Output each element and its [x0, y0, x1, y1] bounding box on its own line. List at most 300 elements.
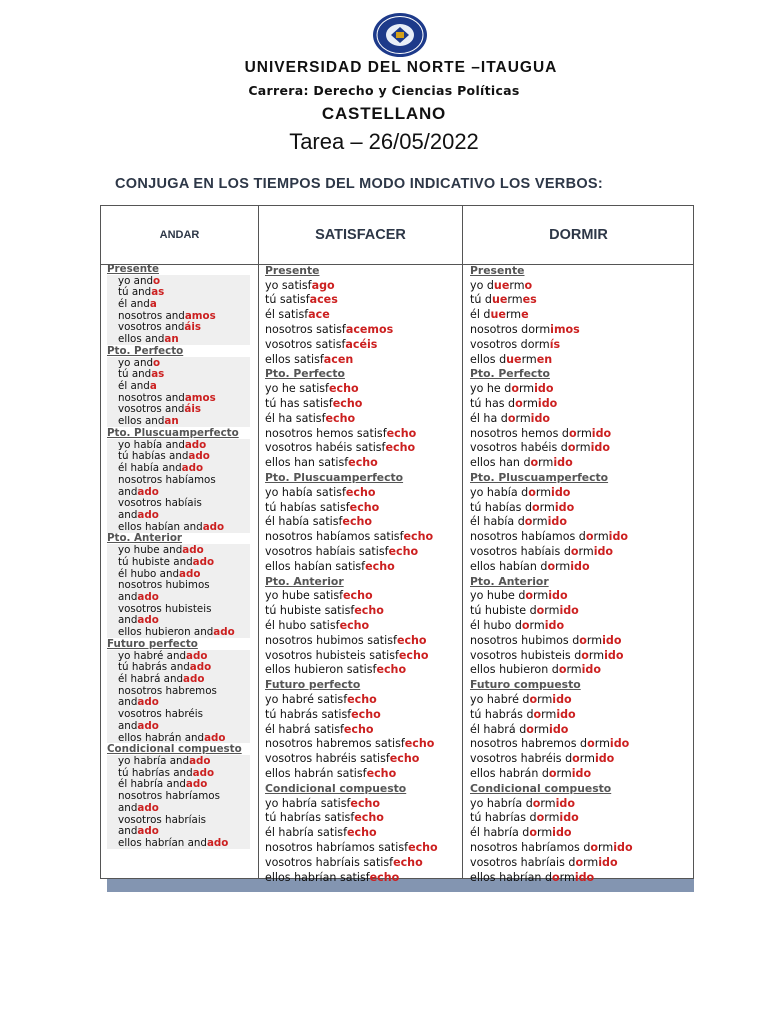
- verb-ending: echo: [339, 619, 370, 633]
- conjugation-line: [265, 396, 457, 411]
- conjugation-line: [265, 337, 457, 352]
- tense-heading: Presente: [107, 262, 159, 275]
- verb-ending: ado: [202, 520, 225, 533]
- verb-stem: nosotros hubimos: [118, 579, 210, 592]
- conjugation-line: [107, 486, 250, 498]
- verb-stem: vosotros hubisteis satisf: [265, 648, 399, 662]
- verb-ending: o: [529, 826, 537, 840]
- verb-stem: vosotros hubisteis: [118, 602, 212, 615]
- column-header-satisfacer: SATISFACER: [315, 227, 406, 243]
- conjugation-line: [265, 278, 457, 293]
- conjugation-line: [107, 615, 250, 627]
- verb-stem: yo d: [470, 278, 494, 292]
- verb-ending: o: [507, 411, 516, 425]
- tense-heading: Pto. Pluscuamperfecto: [107, 426, 239, 439]
- verb-ending: ido: [604, 648, 624, 662]
- verb-ending: ue: [493, 278, 510, 292]
- verb-stem: rm: [533, 722, 550, 736]
- conjugation-line: [107, 826, 250, 838]
- verb-ending: a: [149, 298, 157, 311]
- tense-heading: Pto. Perfecto: [470, 367, 550, 381]
- verb-stem: vosotros habíais: [118, 497, 202, 510]
- verb-ending: ado: [186, 649, 208, 662]
- verb-stem: tú habrías satisf: [265, 811, 355, 825]
- conjugation-line: [470, 500, 690, 515]
- verb-stem: nosotros habíamos satisf: [265, 530, 404, 544]
- verb-ending: echo: [346, 826, 377, 840]
- verb-stem: vosotros habéis satisf: [265, 441, 386, 455]
- verb-stem: ellos habrían d: [470, 870, 552, 884]
- verb-stem: ellos habían and: [118, 520, 203, 533]
- conjugation-line: [470, 381, 690, 396]
- conjugation-line: [265, 707, 457, 722]
- verb-ending: ido: [555, 796, 575, 810]
- conjugation-line: [265, 603, 457, 618]
- verb-ending: o: [511, 382, 519, 396]
- verb-ending: o: [532, 500, 540, 514]
- verb-ending: ado: [137, 508, 159, 521]
- verb-ending: ido: [551, 485, 571, 499]
- conjugation-line: [470, 855, 690, 870]
- conjugation-line: [470, 278, 690, 293]
- verb-stem: rm: [535, 485, 552, 499]
- verb-stem: rm: [515, 411, 531, 425]
- conjugation-line: [265, 796, 457, 811]
- verb-stem: ellos habrían satisf: [265, 870, 370, 884]
- verb-stem: nosotros habríamos: [118, 790, 220, 803]
- verb-stem: nosotros habríamos satisf: [265, 840, 409, 854]
- conjugation-line: [265, 618, 457, 633]
- verb-ending: o: [536, 604, 545, 618]
- verb-ending: ado: [192, 766, 215, 779]
- conjugation-line: [107, 451, 250, 463]
- verb-stem: rm: [593, 530, 609, 544]
- satisfacer-column: [265, 263, 457, 884]
- verb-stem: nosotros habremos satisf: [265, 737, 405, 751]
- verb-stem: rm: [555, 559, 571, 573]
- verb-stem: él hubo d: [470, 619, 522, 633]
- verb-stem: ellos han d: [470, 456, 531, 470]
- verb-stem: él había d: [470, 515, 525, 529]
- verb-ending: ado: [137, 485, 159, 498]
- verb-ending: o: [567, 441, 576, 455]
- tense-heading: Futuro perfecto: [265, 678, 361, 692]
- conjugation-line: [470, 663, 690, 678]
- conjugation-line: [107, 462, 250, 474]
- verb-stem: tú habrás d: [470, 707, 534, 721]
- verb-stem: ellos han satisf: [265, 456, 349, 470]
- verb-ending: o: [530, 456, 539, 470]
- verb-stem: rm: [507, 293, 523, 307]
- conjugation-line: [107, 708, 250, 720]
- verb-ending: echo: [349, 500, 380, 514]
- verb-stem: él habrá and: [118, 673, 184, 686]
- verb-stem: nosotros habíamos: [118, 473, 216, 486]
- verb-ending: ido: [547, 515, 567, 529]
- verb-stem: yo satisf: [265, 278, 312, 292]
- verb-ending: o: [552, 870, 560, 884]
- verb-stem: nosotros and: [118, 391, 185, 404]
- verb-stem: él habría d: [470, 826, 530, 840]
- conjugation-line: [107, 720, 250, 732]
- verb-ending: o: [153, 274, 161, 287]
- verb-stem: tú habrás satisf: [265, 707, 352, 721]
- tense-heading: Pto. Perfecto: [107, 344, 184, 357]
- verb-stem: él ha d: [470, 411, 508, 425]
- conjugation-line: [470, 633, 690, 648]
- verb-ending: ido: [537, 397, 558, 411]
- verb-ending: amos: [184, 309, 216, 322]
- conjugation-line: [470, 544, 690, 559]
- conjugation-line: [470, 618, 690, 633]
- verb-stem: yo habría d: [470, 796, 533, 810]
- verb-stem: and: [118, 719, 138, 732]
- verb-ending: echo: [354, 604, 384, 618]
- verb-ending: echo: [350, 796, 381, 810]
- tense-heading: Pto. Pluscuamperfecto: [470, 471, 609, 485]
- verb-stem: ellos satisf: [265, 352, 324, 366]
- verb-stem: él había satisf: [265, 515, 343, 529]
- conjugation-line: [107, 779, 250, 791]
- verb-ending: ado: [137, 614, 159, 627]
- verb-stem: vosotros and: [118, 321, 185, 334]
- verb-stem: él hubo and: [118, 567, 180, 580]
- conjugation-line: [265, 633, 457, 648]
- verb-ending: ido: [602, 633, 622, 647]
- verb-stem: tú habías and: [118, 450, 189, 463]
- verb-ending: ado: [185, 778, 208, 791]
- verb-stem: vosotros habríais d: [470, 855, 576, 869]
- verb-stem: él habrá satisf: [265, 722, 344, 736]
- conjugation-line: [107, 544, 250, 556]
- verb-ending: áis: [184, 403, 202, 416]
- conjugation-line: [107, 404, 250, 416]
- verb-ending: echo: [343, 722, 374, 736]
- verb-stem: nosotros habremos: [118, 684, 217, 697]
- verb-ending: o: [528, 485, 536, 499]
- conjugation-line: [107, 474, 250, 486]
- tense-heading: Condicional compuesto: [107, 743, 242, 756]
- verb-stem: tú satisf: [265, 293, 310, 307]
- verb-stem: yo había d: [470, 485, 529, 499]
- verb-stem: él ha satisf: [265, 411, 326, 425]
- verb-stem: rm: [586, 633, 603, 647]
- verb-stem: yo and: [118, 356, 154, 369]
- verb-ending: ido: [593, 545, 614, 559]
- conjugation-line: [265, 766, 457, 781]
- conjugation-line: [265, 500, 457, 515]
- verb-stem: tú hubiste d: [470, 604, 537, 618]
- verb-ending: ido: [549, 722, 569, 736]
- tense-heading: Pto. Pluscuamperfecto: [265, 471, 404, 485]
- verb-ending: ido: [591, 426, 612, 440]
- conjugation-line: [107, 568, 250, 580]
- verb-stem: vosotros habríais: [118, 813, 207, 826]
- conjugation-line: [470, 337, 690, 352]
- verb-ending: echo: [345, 485, 376, 499]
- conjugation-line: [107, 392, 250, 404]
- university-title: UNIVERSIDAD DEL NORTE –ITAUGUA: [244, 59, 558, 76]
- conjugation-line: [470, 707, 690, 722]
- verb-stem: yo hube satisf: [265, 589, 344, 603]
- verb-ending: echo: [403, 530, 434, 544]
- verb-ending: o: [579, 633, 587, 647]
- verb-stem: tú habías satisf: [265, 500, 350, 514]
- verb-ending: ido: [559, 811, 579, 825]
- verb-ending: ado: [183, 673, 205, 686]
- verb-stem: tú habrías d: [470, 811, 537, 825]
- verb-ending: echo: [332, 397, 363, 411]
- verb-ending: ado: [189, 661, 212, 674]
- verb-ending: echo: [342, 515, 373, 529]
- verb-ending: ido: [574, 870, 595, 884]
- conjugation-line: [265, 870, 457, 885]
- verb-ending: ado: [192, 555, 215, 568]
- conjugation-line: [265, 751, 457, 766]
- verb-stem: rm: [578, 545, 594, 559]
- verb-stem: and: [118, 696, 138, 709]
- conjugation-line: [107, 298, 250, 310]
- verb-ending: áis: [184, 321, 202, 334]
- column-header-dormir: DORMIR: [549, 227, 608, 243]
- conjugation-line: [470, 648, 690, 663]
- verb-ending: ido: [556, 707, 576, 721]
- verb-stem: rm: [575, 441, 591, 455]
- verb-stem: rm: [509, 278, 525, 292]
- conjugation-line: [470, 751, 690, 766]
- verb-ending: o: [587, 737, 595, 751]
- verb-stem: vosotros hubisteis d: [470, 648, 582, 662]
- verb-ending: a: [149, 380, 157, 393]
- verb-ending: o: [515, 397, 523, 411]
- verb-stem: rm: [576, 426, 592, 440]
- verb-stem: ellos hubieron satisf: [265, 663, 377, 677]
- conjugation-line: [265, 411, 457, 426]
- verb-stem: ellos habrían and: [118, 837, 207, 850]
- verb-stem: rm: [544, 604, 560, 618]
- verb-ending: ado: [179, 567, 201, 580]
- verb-ending: ido: [590, 441, 610, 455]
- university-seal-logo: [372, 12, 428, 58]
- conjugation-line: [107, 357, 250, 369]
- verb-stem: él habría and: [118, 778, 186, 791]
- conjugation-line: [107, 814, 250, 826]
- verb-ending: o: [533, 707, 542, 721]
- verb-stem: yo había satisf: [265, 485, 346, 499]
- verb-stem: rm: [588, 648, 605, 662]
- conjugation-line: [107, 368, 250, 380]
- verb-stem: nosotros dorm: [470, 323, 551, 337]
- verb-stem: vosotros and: [118, 403, 185, 416]
- conjugation-line: [470, 322, 690, 337]
- verb-ending: ado: [137, 825, 159, 838]
- verb-ending: ado: [189, 755, 211, 768]
- verb-stem: ellos d: [470, 352, 507, 366]
- verb-stem: nosotros satisf: [265, 323, 346, 337]
- conjugation-line: [107, 521, 250, 533]
- verb-stem: él habrá d: [470, 722, 527, 736]
- column-divider: [462, 206, 463, 878]
- verb-ending: ado: [206, 837, 229, 850]
- verb-stem: tú habías d: [470, 500, 533, 514]
- verb-ending: as: [151, 368, 165, 381]
- conjugation-line: [107, 661, 250, 673]
- verb-stem: él and: [118, 298, 150, 311]
- verb-ending: o: [524, 515, 533, 529]
- verb-ending: ido: [553, 456, 573, 470]
- verb-stem: vosotros dorm: [470, 337, 550, 351]
- verb-ending: echo: [393, 855, 423, 869]
- verb-stem: and: [118, 590, 138, 603]
- verb-stem: rm: [539, 500, 555, 514]
- verb-stem: rm: [598, 840, 614, 854]
- verb-stem: yo habré and: [118, 649, 187, 662]
- verb-ending: ido: [554, 500, 575, 514]
- career-line: Carrera: Derecho y Ciencias Políticas: [248, 83, 520, 98]
- verb-stem: ellos hubieron and: [118, 626, 214, 639]
- conjugation-line: [265, 381, 457, 396]
- column-header-andar: ANDAR: [159, 229, 200, 241]
- conjugation-line: [265, 825, 457, 840]
- verb-ending: ido: [552, 693, 572, 706]
- conjugation-line: [470, 515, 690, 530]
- verb-stem: ellos habían satisf: [265, 559, 366, 573]
- verb-ending: o: [524, 278, 533, 292]
- verb-ending: ago: [311, 278, 335, 292]
- verb-stem: and: [118, 801, 138, 814]
- verb-ending: echo: [396, 633, 427, 647]
- verb-stem: rm: [521, 352, 537, 366]
- verb-stem: rm: [566, 663, 582, 677]
- verb-ending: echo: [354, 811, 384, 825]
- tense-heading: Condicional compuesto: [265, 781, 407, 795]
- verb-stem: rm: [533, 589, 549, 603]
- verb-ending: ue: [490, 308, 506, 322]
- conjugation-line: [107, 673, 250, 685]
- conjugation-line: [107, 415, 250, 427]
- verb-stem: él satisf: [265, 308, 309, 322]
- verb-ending: ido: [548, 589, 568, 603]
- verb-ending: o: [558, 663, 567, 677]
- conjugation-line: [470, 441, 690, 456]
- verb-ending: ado: [188, 450, 210, 463]
- conjugation-line: [107, 697, 250, 709]
- verb-stem: rm: [556, 766, 572, 780]
- conjugation-line: [107, 767, 250, 779]
- verb-ending: o: [548, 766, 557, 780]
- verb-ending: o: [575, 855, 584, 869]
- conjugation-line: [107, 310, 250, 322]
- verb-stem: vosotros habíais d: [470, 545, 571, 559]
- verb-stem: nosotros hemos d: [470, 426, 569, 440]
- verb-ending: echo: [369, 870, 400, 884]
- verb-ending: o: [581, 648, 589, 662]
- verb-ending: ue: [506, 352, 522, 366]
- verb-ending: o: [585, 530, 594, 544]
- verb-stem: él and: [118, 380, 150, 393]
- verb-stem: tú and: [118, 368, 152, 381]
- conjugation-line: [470, 840, 690, 855]
- verb-ending: ido: [581, 663, 601, 677]
- verb-ending: echo: [385, 441, 416, 455]
- conjugation-line: [107, 802, 250, 814]
- verb-stem: rm: [559, 870, 575, 884]
- subject-title: CASTELLANO: [321, 104, 447, 123]
- tense-heading: Pto. Perfecto: [265, 367, 345, 381]
- conjugation-line: [265, 810, 457, 825]
- conjugation-line: [107, 685, 250, 697]
- conjugation-line: [265, 589, 457, 604]
- verb-stem: yo habría and: [118, 755, 190, 768]
- verb-ending: echo: [386, 426, 417, 440]
- verb-stem: rm: [540, 796, 556, 810]
- conjugation-line: [265, 485, 457, 500]
- conjugation-line: [470, 825, 690, 840]
- verb-stem: rm: [522, 397, 538, 411]
- verb-ending: ido: [609, 737, 630, 751]
- verb-stem: and: [118, 508, 138, 521]
- conjugation-line: [107, 591, 250, 603]
- instruction-heading: CONJUGA EN LOS TIEMPOS DEL MODO INDICATIVO LOS VERBOS:: [115, 176, 604, 192]
- verb-ending: ace: [308, 308, 330, 322]
- verb-stem: nosotros habremos d: [470, 737, 588, 751]
- dormir-column: [470, 263, 690, 884]
- verb-ending: ue: [491, 293, 508, 307]
- verb-stem: ellos and: [118, 415, 165, 428]
- conjugation-line: [107, 732, 250, 744]
- verb-stem: rm: [544, 811, 560, 825]
- conjugation-line: [470, 810, 690, 825]
- conjugation-line: [265, 544, 457, 559]
- verb-stem: tú has satisf: [265, 397, 333, 411]
- verb-ending: ido: [552, 826, 572, 840]
- conjugation-line: [107, 286, 250, 298]
- conjugation-line: [265, 441, 457, 456]
- verb-stem: rm: [583, 855, 599, 869]
- conjugation-line: [265, 322, 457, 337]
- verb-stem: rm: [579, 752, 595, 766]
- verb-stem: él hubo satisf: [265, 619, 340, 633]
- conjugation-line: [470, 766, 690, 781]
- verb-stem: tú habrás and: [118, 661, 190, 674]
- verb-stem: rm: [529, 619, 545, 633]
- verb-ending: an: [164, 333, 179, 346]
- verb-ending: o: [590, 840, 599, 854]
- verb-ending: ido: [594, 752, 615, 766]
- verb-ending: echo: [328, 382, 359, 396]
- verb-ending: ado: [137, 590, 159, 603]
- verb-stem: yo and: [118, 274, 154, 287]
- verb-stem: él habría satisf: [265, 826, 347, 840]
- verb-stem: nosotros habríamos d: [470, 840, 591, 854]
- conjugation-line: [470, 411, 690, 426]
- verb-ending: echo: [389, 752, 420, 766]
- conjugation-line: [265, 455, 457, 470]
- verb-stem: rm: [538, 456, 554, 470]
- conjugation-line: [107, 439, 250, 451]
- conjugation-line: [470, 485, 690, 500]
- verb-stem: rm: [532, 515, 548, 529]
- conjugation-line: [470, 559, 690, 574]
- conjugation-line: [470, 307, 690, 322]
- verb-stem: tú habrías and: [118, 766, 193, 779]
- conjugation-line: [470, 603, 690, 618]
- conjugation-line: [470, 589, 690, 604]
- verb-ending: echo: [376, 663, 407, 677]
- column-divider: [258, 206, 259, 878]
- conjugation-line: [107, 626, 250, 638]
- conjugation-line: [265, 855, 457, 870]
